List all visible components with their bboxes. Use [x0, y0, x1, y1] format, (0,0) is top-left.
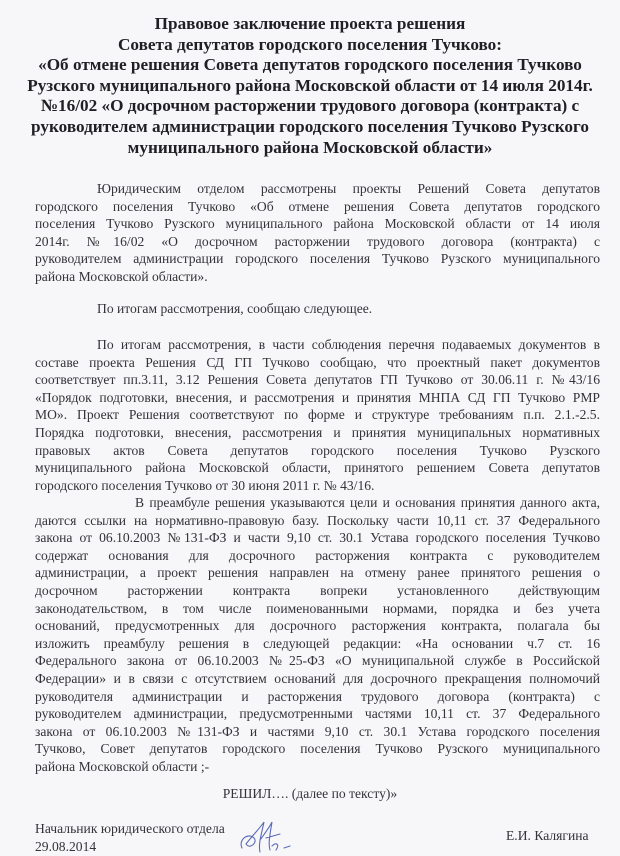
- text-line: закона от 06.10.2003 №131-ФЗ и частями 9,10 ст. 30.1 Устава городского поселения: [35, 723, 600, 739]
- document-date: 29.08.2014: [35, 838, 97, 854]
- title-line: «Об отмене решения Совета депутатов городского поселения Тучково: [38, 55, 582, 75]
- text-line: изложить преамбулу решения в следующей редакции: «На основании ч.7 ст. 16: [35, 635, 600, 651]
- text-line: По итогам рассмотрения, сообщаю следующее.: [97, 301, 373, 316]
- text-line: Юридическим отделом рассмотрены проекты Решений Совета депутатов: [97, 181, 600, 196]
- document-title: [0, 14, 620, 158]
- text-line: соответствует пп.3.11, 3.12 Решения Совета депутатов ГП Тучково от 30.06.11 г. №43/16: [35, 372, 600, 388]
- title-line: муниципального района Московской области»: [127, 137, 493, 157]
- paragraph-document-compliance: [35, 336, 600, 494]
- text-line: руководителем администрации, предусмотренными частями 10,11 ст. 37 Федерального: [35, 706, 600, 722]
- text-line: района Московской области».: [35, 268, 208, 284]
- text-line: муниципального района Московской области, принятого решением Совета депутатов: [35, 460, 600, 476]
- paragraph-preamble: [35, 494, 600, 776]
- resolved-line: РЕШИЛ…. (далее по тексту)»: [222, 786, 398, 801]
- title-line: Рузского муниципального района Московской области от 14 июля 2014г.: [27, 75, 593, 95]
- text-line: руководителя администрации и расторжения трудового договора (контракта) с: [35, 688, 600, 704]
- text-line: досрочном расторжении контракта вопреки установленного действующим: [35, 582, 600, 598]
- text-line: оснований, предусмотренных для досрочного расторжения контракта, полагала бы: [35, 618, 600, 634]
- title-line: Совета депутатов городского поселения Тучково:: [118, 34, 502, 54]
- text-line: администрации, а проект решения направлен на отмену ранее принятого решения о: [35, 565, 600, 581]
- text-line: руководителем администрации городского поселения Тучково Рузского муниципального: [35, 251, 600, 267]
- text-line: поселения Тучково Рузского муниципального района Московской области от 14 июля: [35, 216, 600, 232]
- text-line: МО». Проект Решения соответствуют по форме и структуре требованиям п.п. 2.1.-2.5.: [35, 407, 600, 423]
- text-line: содержат основания для досрочного расторжения контракта с руководителем: [35, 547, 600, 563]
- text-line: Тучково, Совет депутатов городского поселения Тучково Рузского муниципального: [35, 741, 600, 757]
- handwritten-signature: [236, 818, 296, 856]
- text-line: Федерации» и в связи с отсутствием оснований для досрочного прекращения полномочий: [35, 670, 600, 686]
- text-line: района Московской области ;-: [35, 758, 210, 774]
- paragraph-summary: [97, 300, 597, 318]
- signer-block: [35, 820, 225, 855]
- text-line: законодательством, в том числе поименованными нормами, порядка и без учета: [35, 600, 600, 616]
- signer-position: Начальник юридического отдела: [35, 821, 225, 836]
- text-line: По итогам рассмотрения, в части соблюдения перечня подаваемых документов в: [97, 337, 600, 352]
- text-line: Порядка подготовки, внесения, рассмотрения и принятия муниципальных нормативных: [35, 424, 600, 440]
- title-line: руководителем администрации городского поселения Тучково Рузского: [31, 116, 589, 136]
- text-line: правовых актов Совета депутатов городского поселения Тучково Рузского: [35, 442, 600, 458]
- text-line: составе проекта Решения СД ГП Тучково сообщаю, что проектный пакет документов: [35, 354, 600, 370]
- title-line: Правовое заключение проекта решения: [154, 14, 466, 33]
- title-line: №16/02 «О досрочном расторжении трудового договора (контракта) с: [40, 96, 580, 116]
- text-line: 2014г. №16/02 «О досрочном расторжении трудового договора (контракта) с: [35, 233, 600, 249]
- text-line: городского поселения Тучково «Об отмене решения Совета депутатов городского: [35, 198, 600, 214]
- text-line: закона от 06.10.2003 №131-ФЗ и части 9,10 ст. 30.1 Устава городского поселения Тучково: [35, 530, 600, 546]
- text-line: Федерального закона от 06.10.2003 №25-ФЗ «О муниципальной службе в Российской: [35, 653, 600, 669]
- text-line: даются ссылки на нормативно-правовую базу. Поскольку части 10,11 ст. 37 Федерального: [35, 512, 600, 528]
- text-line: «Порядок подготовки, внесения, и рассмотрения и принятия МНПА СД ГП Тучково РМР: [35, 389, 600, 405]
- paragraph-review-intro: [35, 180, 600, 286]
- text-line: городского поселения Тучково от 30 июня 2011 г. № 43/16.: [35, 477, 375, 493]
- signer-name: Е.И. Калягина: [506, 828, 589, 843]
- text-line: В преамбуле решения указываются цели и основания принятия данного акта,: [135, 495, 600, 510]
